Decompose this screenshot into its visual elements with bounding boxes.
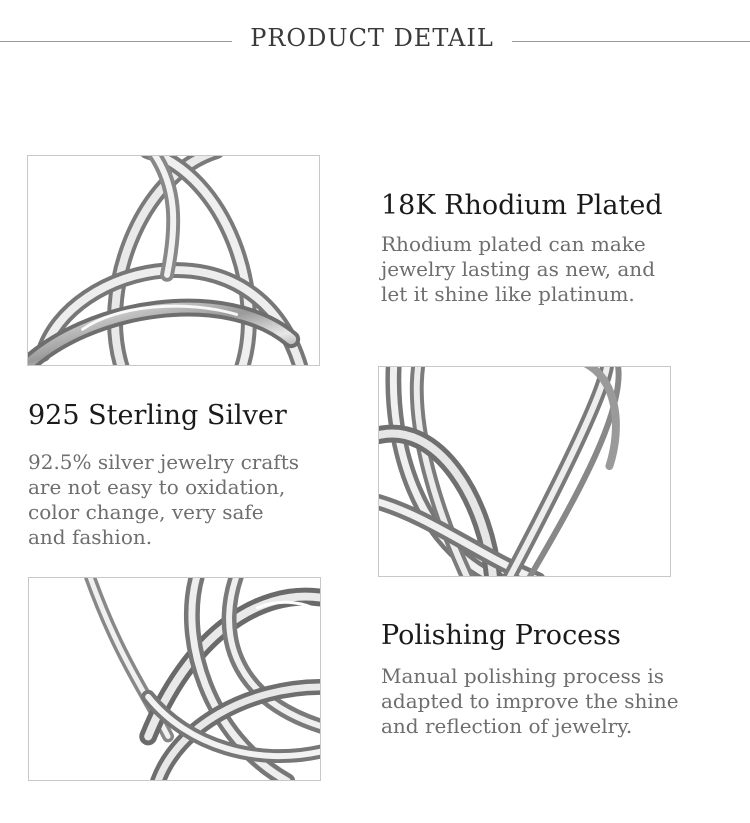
description-line: let it shine like platinum. <box>381 282 635 306</box>
product-closeup-image-2 <box>378 366 671 577</box>
feature-description-polishing <box>381 664 679 739</box>
feature-description-rhodium <box>381 232 655 307</box>
product-closeup-image-1 <box>27 155 320 366</box>
product-closeup-image-3 <box>28 577 321 781</box>
description-line: adapted to improve the shine <box>381 689 679 713</box>
feature-title-rhodium: 18K Rhodium Plated <box>381 190 663 221</box>
feature-title-sterling-silver: 925 Sterling Silver <box>28 400 287 431</box>
section-header <box>0 18 750 62</box>
description-line: and reflection of jewelry. <box>381 714 633 738</box>
silver-loop-illustration <box>379 367 670 576</box>
header-rule-left <box>0 41 232 42</box>
silver-knot-polished-illustration <box>29 578 320 780</box>
description-line: jewelry lasting as new, and <box>381 257 655 281</box>
feature-description-sterling-silver <box>28 450 299 550</box>
description-line: color change, very safe <box>28 500 264 524</box>
section-title: PRODUCT DETAIL <box>250 24 494 52</box>
description-line: are not easy to oxidation, <box>28 475 286 499</box>
description-line: and fashion. <box>28 525 153 549</box>
description-line: Manual polishing process is <box>381 664 665 688</box>
feature-title-polishing: Polishing Process <box>381 620 621 651</box>
silver-knot-illustration <box>28 156 319 365</box>
description-line: Rhodium plated can make <box>381 232 646 256</box>
description-line: 92.5% silver jewelry crafts <box>28 450 299 474</box>
header-rule-right <box>512 41 750 42</box>
